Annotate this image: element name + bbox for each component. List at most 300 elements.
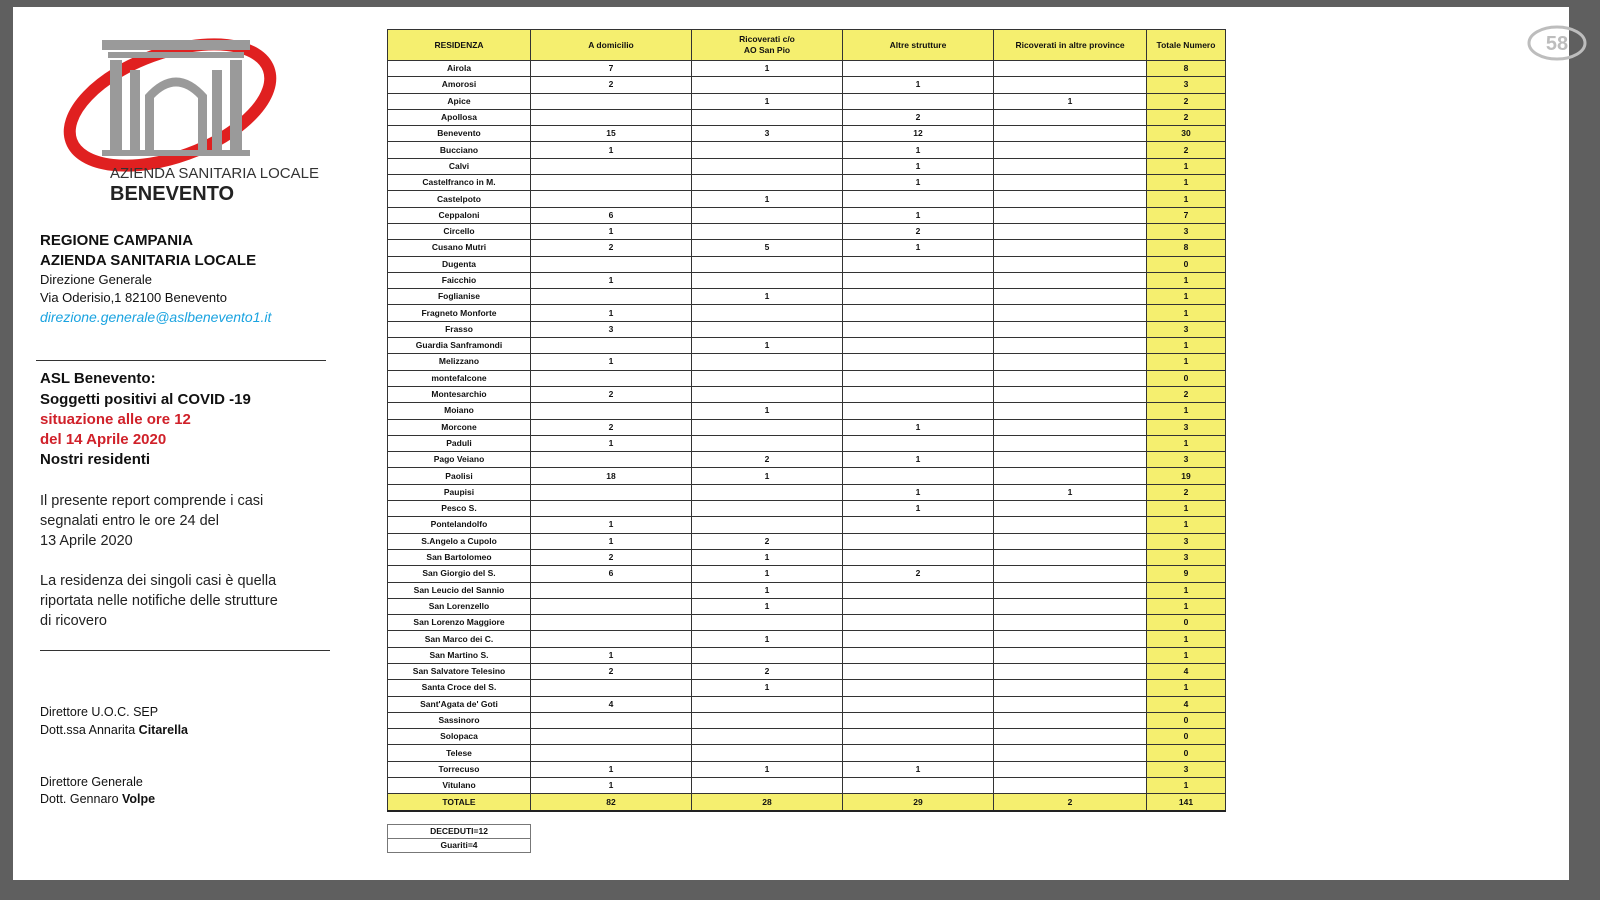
cell-altre-province — [994, 207, 1147, 223]
table-header-row — [388, 30, 1226, 61]
document-page — [13, 7, 1569, 880]
table-row — [388, 533, 1226, 549]
cell-a-domicilio — [531, 370, 692, 386]
cell-residenza: Ceppaloni — [388, 207, 531, 223]
cell-altre-province — [994, 354, 1147, 370]
cell-ao-san-pio: 1 — [692, 468, 843, 484]
cell-totale: 1 — [1147, 631, 1226, 647]
table-row — [388, 517, 1226, 533]
table-row — [388, 109, 1226, 125]
cell-a-domicilio — [531, 109, 692, 125]
email-link[interactable]: direzione.generale@aslbenevento1.it — [40, 309, 272, 325]
cell-totale: 0 — [1147, 729, 1226, 745]
cell-totale: 4 — [1147, 696, 1226, 712]
table-row — [388, 761, 1226, 777]
cell-altre-province — [994, 696, 1147, 712]
cell-ao-san-pio — [692, 615, 843, 631]
table-row — [388, 615, 1226, 631]
table-row — [388, 175, 1226, 191]
cell-ao-san-pio — [692, 696, 843, 712]
direction-name: Direzione Generale — [40, 272, 153, 287]
cell-altre-strutture — [843, 435, 994, 451]
cell-residenza: Fragneto Monforte — [388, 305, 531, 321]
cell-altre-province — [994, 598, 1147, 614]
cell-altre-province — [994, 321, 1147, 337]
cell-ao-san-pio — [692, 354, 843, 370]
cell-altre-strutture — [843, 549, 994, 565]
cell-altre-strutture: 1 — [843, 207, 994, 223]
table-row — [388, 370, 1226, 386]
cell-a-domicilio: 7 — [531, 61, 692, 77]
cell-totale: 2 — [1147, 142, 1226, 158]
cell-altre-strutture — [843, 663, 994, 679]
cell-residenza: Foglianise — [388, 289, 531, 305]
cell-residenza: Frasso — [388, 321, 531, 337]
cell-altre-province — [994, 680, 1147, 696]
cell-residenza: Calvi — [388, 158, 531, 174]
cell-altre-strutture — [843, 191, 994, 207]
cell-altre-strutture — [843, 305, 994, 321]
table-row — [388, 256, 1226, 272]
cell-residenza: San Giorgio del S. — [388, 566, 531, 582]
cell-altre-province — [994, 403, 1147, 419]
cell-totale: 2 — [1147, 386, 1226, 402]
cell-altre-province — [994, 517, 1147, 533]
cell-a-domicilio: 2 — [531, 386, 692, 402]
cell-altre-province — [994, 256, 1147, 272]
table-row — [388, 745, 1226, 761]
cell-altre-province — [994, 338, 1147, 354]
table-row — [388, 126, 1226, 142]
cell-altre-province — [994, 615, 1147, 631]
cell-altre-strutture — [843, 631, 994, 647]
cell-altre-province — [994, 712, 1147, 728]
sep-role: Direttore U.O.C. SEP — [40, 705, 159, 719]
cell-totale: 2 — [1147, 93, 1226, 109]
cell-residenza: Cusano Mutri — [388, 240, 531, 256]
cell-altre-strutture — [843, 696, 994, 712]
cell-totale: 1 — [1147, 289, 1226, 305]
cell-ao-san-pio — [692, 305, 843, 321]
cell-residenza: Vitulano — [388, 778, 531, 794]
covid-cases-table — [387, 29, 1226, 812]
cell-a-domicilio: 2 — [531, 77, 692, 93]
table-row — [388, 647, 1226, 663]
table-row — [388, 158, 1226, 174]
deceased-count: DECEDUTI=12 — [388, 825, 531, 839]
table-row — [388, 501, 1226, 517]
cell-altre-strutture — [843, 256, 994, 272]
cell-totale: 1 — [1147, 501, 1226, 517]
divider-top — [36, 360, 326, 361]
cell-altre-province: 1 — [994, 93, 1147, 109]
cell-altre-province — [994, 223, 1147, 239]
table-row — [388, 468, 1226, 484]
dg-role: Direttore Generale — [40, 775, 143, 789]
cell-ao-san-pio: 1 — [692, 403, 843, 419]
cell-totale: 141 — [1147, 794, 1226, 811]
cell-totale: 8 — [1147, 61, 1226, 77]
cell-altre-province — [994, 386, 1147, 402]
cell-altre-province — [994, 175, 1147, 191]
table-row — [388, 223, 1226, 239]
cell-totale: 0 — [1147, 256, 1226, 272]
cell-a-domicilio: 1 — [531, 354, 692, 370]
cell-altre-strutture — [843, 729, 994, 745]
cell-totale: 2 — [1147, 109, 1226, 125]
table-row — [388, 338, 1226, 354]
cell-residenza: San Martino S. — [388, 647, 531, 663]
cell-residenza: Amorosi — [388, 77, 531, 93]
cell-residenza: Morcone — [388, 419, 531, 435]
covid-cases-table-wrapper — [387, 29, 1226, 812]
header-a-domicilio: A domicilio — [531, 30, 692, 61]
cell-ao-san-pio — [692, 321, 843, 337]
cell-totale: 0 — [1147, 712, 1226, 728]
cell-totale: 3 — [1147, 549, 1226, 565]
table-row — [388, 435, 1226, 451]
table-row — [388, 825, 531, 839]
cell-altre-strutture — [843, 386, 994, 402]
table-row — [388, 566, 1226, 582]
table-row — [388, 93, 1226, 109]
cell-a-domicilio: 1 — [531, 305, 692, 321]
table-row — [388, 419, 1226, 435]
cell-residenza: San Lorenzello — [388, 598, 531, 614]
cell-altre-province — [994, 158, 1147, 174]
cell-residenza: Montesarchio — [388, 386, 531, 402]
cell-ao-san-pio: 1 — [692, 549, 843, 565]
cell-totale: 3 — [1147, 533, 1226, 549]
cell-altre-strutture — [843, 321, 994, 337]
cell-totale: 1 — [1147, 338, 1226, 354]
cell-ao-san-pio: 2 — [692, 663, 843, 679]
cell-residenza: Airola — [388, 61, 531, 77]
cell-altre-province — [994, 305, 1147, 321]
cell-a-domicilio: 1 — [531, 272, 692, 288]
cell-ao-san-pio: 1 — [692, 582, 843, 598]
table-row — [388, 77, 1226, 93]
recovered-count: Guariti=4 — [388, 839, 531, 853]
table-row — [388, 61, 1226, 77]
cell-altre-strutture: 1 — [843, 761, 994, 777]
report-note-1: Il presente report comprende i casi segnalati entro le ore 24 del 13 Aprile 2020 — [40, 493, 264, 549]
cell-ao-san-pio — [692, 256, 843, 272]
table-row — [388, 452, 1226, 468]
cell-altre-province — [994, 631, 1147, 647]
cell-ao-san-pio: 1 — [692, 631, 843, 647]
cell-altre-strutture: 2 — [843, 223, 994, 239]
cell-altre-province — [994, 142, 1147, 158]
cell-a-domicilio — [531, 501, 692, 517]
cell-totale: 1 — [1147, 680, 1226, 696]
cell-altre-strutture — [843, 712, 994, 728]
report-date: del 14 Aprile 2020 — [40, 431, 167, 448]
cell-ao-san-pio: 1 — [692, 598, 843, 614]
cell-residenza: Sant'Agata de' Goti — [388, 696, 531, 712]
cell-ao-san-pio: 5 — [692, 240, 843, 256]
cell-totale: 3 — [1147, 761, 1226, 777]
channel-watermark-icon — [1525, 23, 1589, 63]
cell-ao-san-pio — [692, 419, 843, 435]
cell-ao-san-pio — [692, 158, 843, 174]
cell-altre-province — [994, 240, 1147, 256]
cell-residenza: Torrecuso — [388, 761, 531, 777]
table-row — [388, 191, 1226, 207]
cell-altre-province — [994, 761, 1147, 777]
cell-altre-strutture — [843, 745, 994, 761]
cell-residenza: San Salvatore Telesino — [388, 663, 531, 679]
cell-ao-san-pio — [692, 223, 843, 239]
cell-altre-strutture: 1 — [843, 501, 994, 517]
report-note-2: La residenza dei singoli casi è quella riportata nelle notifiche delle strutture di ricovero — [40, 573, 278, 629]
cell-totale: 1 — [1147, 158, 1226, 174]
cell-a-domicilio — [531, 175, 692, 191]
table-total-row — [388, 794, 1226, 811]
table-row — [388, 778, 1226, 794]
cell-altre-strutture: 1 — [843, 419, 994, 435]
cell-ao-san-pio — [692, 77, 843, 93]
cell-altre-strutture: 1 — [843, 142, 994, 158]
cell-a-domicilio: 1 — [531, 517, 692, 533]
cell-ao-san-pio — [692, 484, 843, 500]
cell-residenza: Telese — [388, 745, 531, 761]
cell-residenza: Benevento — [388, 126, 531, 142]
cell-altre-province — [994, 647, 1147, 663]
outcomes-table — [387, 824, 531, 853]
cell-residenza: Santa Croce del S. — [388, 680, 531, 696]
cell-totale: 1 — [1147, 191, 1226, 207]
cell-altre-province — [994, 77, 1147, 93]
cell-a-domicilio: 1 — [531, 647, 692, 663]
table-row — [388, 598, 1226, 614]
cell-altre-strutture — [843, 598, 994, 614]
cell-a-domicilio — [531, 615, 692, 631]
cell-ao-san-pio — [692, 647, 843, 663]
cell-altre-province — [994, 109, 1147, 125]
header-totale: Totale Numero — [1147, 30, 1226, 61]
table-row — [388, 354, 1226, 370]
cell-residenza: S.Angelo a Cupolo — [388, 533, 531, 549]
cell-altre-strutture: 2 — [843, 109, 994, 125]
cell-ao-san-pio — [692, 729, 843, 745]
cell-a-domicilio — [531, 403, 692, 419]
cell-totale: 0 — [1147, 370, 1226, 386]
cell-altre-province — [994, 549, 1147, 565]
cell-altre-province — [994, 452, 1147, 468]
cell-altre-province — [994, 778, 1147, 794]
cell-altre-province — [994, 468, 1147, 484]
cell-residenza: San Lorenzo Maggiore — [388, 615, 531, 631]
cell-a-domicilio — [531, 289, 692, 305]
table-row — [388, 289, 1226, 305]
cell-altre-province — [994, 289, 1147, 305]
cell-a-domicilio: 6 — [531, 207, 692, 223]
cell-totale: 1 — [1147, 175, 1226, 191]
cell-a-domicilio: 2 — [531, 419, 692, 435]
cell-altre-strutture: 2 — [843, 566, 994, 582]
cell-totale: 19 — [1147, 468, 1226, 484]
cell-altre-province — [994, 501, 1147, 517]
cell-altre-province — [994, 191, 1147, 207]
cell-altre-province — [994, 663, 1147, 679]
header-ao-san-pio: Ricoverati c/o AO San Pio — [692, 30, 843, 61]
cell-residenza: Melizzano — [388, 354, 531, 370]
cell-residenza: Paolisi — [388, 468, 531, 484]
cell-totale: 4 — [1147, 663, 1226, 679]
cell-residenza: Sassinoro — [388, 712, 531, 728]
cell-residenza: montefalcone — [388, 370, 531, 386]
cell-totale: 1 — [1147, 403, 1226, 419]
cell-a-domicilio: 1 — [531, 761, 692, 777]
cell-a-domicilio: 3 — [531, 321, 692, 337]
cell-totale: 3 — [1147, 419, 1226, 435]
logo-line1: AZIENDA SANITARIA LOCALE — [110, 165, 319, 182]
cell-a-domicilio — [531, 452, 692, 468]
cell-ao-san-pio: 1 — [692, 761, 843, 777]
cell-totale: 0 — [1147, 615, 1226, 631]
cell-ao-san-pio — [692, 142, 843, 158]
cell-a-domicilio — [531, 582, 692, 598]
cell-a-domicilio — [531, 93, 692, 109]
cell-ao-san-pio — [692, 712, 843, 728]
cell-altre-strutture — [843, 289, 994, 305]
cell-totale: 1 — [1147, 305, 1226, 321]
cell-residenza: Pontelandolfo — [388, 517, 531, 533]
cell-altre-strutture: 1 — [843, 240, 994, 256]
cell-ao-san-pio: 1 — [692, 289, 843, 305]
cell-a-domicilio: 6 — [531, 566, 692, 582]
divider-bottom — [40, 650, 330, 651]
cell-residenza: Bucciano — [388, 142, 531, 158]
cell-totale: 0 — [1147, 745, 1226, 761]
report-title-2: Soggetti positivi al COVID -19 — [40, 391, 251, 408]
asl-name: AZIENDA SANITARIA LOCALE — [40, 252, 257, 269]
cell-a-domicilio — [531, 712, 692, 728]
header-residenza: RESIDENZA — [388, 30, 531, 61]
table-row — [388, 839, 531, 853]
cell-ao-san-pio: 2 — [692, 452, 843, 468]
cell-a-domicilio — [531, 338, 692, 354]
table-row — [388, 272, 1226, 288]
cell-a-domicilio: 15 — [531, 126, 692, 142]
asl-logo — [50, 30, 319, 215]
table-row — [388, 549, 1226, 565]
dg-signatory: Dott. Gennaro Volpe — [40, 792, 156, 806]
cell-altre-strutture: 12 — [843, 126, 994, 142]
cell-ao-san-pio: 1 — [692, 566, 843, 582]
cell-a-domicilio — [531, 484, 692, 500]
cell-altre-strutture — [843, 615, 994, 631]
cell-ao-san-pio: 3 — [692, 126, 843, 142]
report-title-3: Nostri residenti — [40, 451, 151, 468]
header-altre-strutture: Altre strutture — [843, 30, 994, 61]
cell-residenza: Paupisi — [388, 484, 531, 500]
cell-residenza: Pesco S. — [388, 501, 531, 517]
cell-ao-san-pio — [692, 745, 843, 761]
cell-residenza: Pago Veiano — [388, 452, 531, 468]
cell-altre-strutture — [843, 778, 994, 794]
cell-altre-strutture: 1 — [843, 158, 994, 174]
cell-a-domicilio — [531, 598, 692, 614]
table-body — [388, 61, 1226, 811]
cell-altre-strutture — [843, 517, 994, 533]
table-row — [388, 712, 1226, 728]
cell-altre-strutture: 1 — [843, 452, 994, 468]
report-date-time: situazione alle ore 12 — [40, 411, 191, 428]
cell-residenza: Moiano — [388, 403, 531, 419]
cell-a-domicilio: 1 — [531, 142, 692, 158]
cell-altre-province — [994, 533, 1147, 549]
cell-altre-province — [994, 582, 1147, 598]
cell-residenza: San Marco dei C. — [388, 631, 531, 647]
cell-totale: 3 — [1147, 321, 1226, 337]
table-row — [388, 240, 1226, 256]
cell-a-domicilio: 1 — [531, 223, 692, 239]
cell-altre-strutture — [843, 370, 994, 386]
cell-altre-strutture — [843, 647, 994, 663]
cell-totale: 1 — [1147, 582, 1226, 598]
cell-a-domicilio: 2 — [531, 240, 692, 256]
cell-altre-province — [994, 745, 1147, 761]
cell-a-domicilio: 1 — [531, 435, 692, 451]
cell-a-domicilio — [531, 680, 692, 696]
cell-ao-san-pio — [692, 501, 843, 517]
sep-signatory: Dott.ssa Annarita Citarella — [40, 723, 189, 737]
cell-altre-strutture — [843, 338, 994, 354]
cell-a-domicilio: 2 — [531, 549, 692, 565]
cell-residenza: Dugenta — [388, 256, 531, 272]
cell-residenza: San Leucio del Sannio — [388, 582, 531, 598]
cell-altre-province: 2 — [994, 794, 1147, 811]
table-row — [388, 207, 1226, 223]
cell-residenza: San Bartolomeo — [388, 549, 531, 565]
cell-ao-san-pio — [692, 517, 843, 533]
cell-altre-strutture — [843, 93, 994, 109]
table-row — [388, 321, 1226, 337]
cell-altre-province — [994, 61, 1147, 77]
table-row — [388, 386, 1226, 402]
cell-residenza: Circello — [388, 223, 531, 239]
cell-altre-province — [994, 370, 1147, 386]
cell-altre-strutture — [843, 582, 994, 598]
cell-altre-strutture: 1 — [843, 484, 994, 500]
cell-residenza: Guardia Sanframondi — [388, 338, 531, 354]
cell-ao-san-pio: 28 — [692, 794, 843, 811]
table-row — [388, 680, 1226, 696]
cell-ao-san-pio — [692, 370, 843, 386]
table-row — [388, 142, 1226, 158]
cell-ao-san-pio — [692, 386, 843, 402]
cell-a-domicilio — [531, 729, 692, 745]
cell-altre-province — [994, 419, 1147, 435]
cell-ao-san-pio: 1 — [692, 191, 843, 207]
cell-altre-strutture — [843, 354, 994, 370]
cell-ao-san-pio: 1 — [692, 680, 843, 696]
cell-ao-san-pio — [692, 175, 843, 191]
cell-totale: 7 — [1147, 207, 1226, 223]
cell-totale: 1 — [1147, 435, 1226, 451]
cell-residenza: TOTALE — [388, 794, 531, 811]
table-row — [388, 663, 1226, 679]
cell-altre-province: 1 — [994, 484, 1147, 500]
cell-totale: 9 — [1147, 566, 1226, 582]
cell-altre-province — [994, 729, 1147, 745]
cell-ao-san-pio: 1 — [692, 338, 843, 354]
cell-totale: 3 — [1147, 452, 1226, 468]
table-row — [388, 403, 1226, 419]
cell-altre-strutture — [843, 533, 994, 549]
